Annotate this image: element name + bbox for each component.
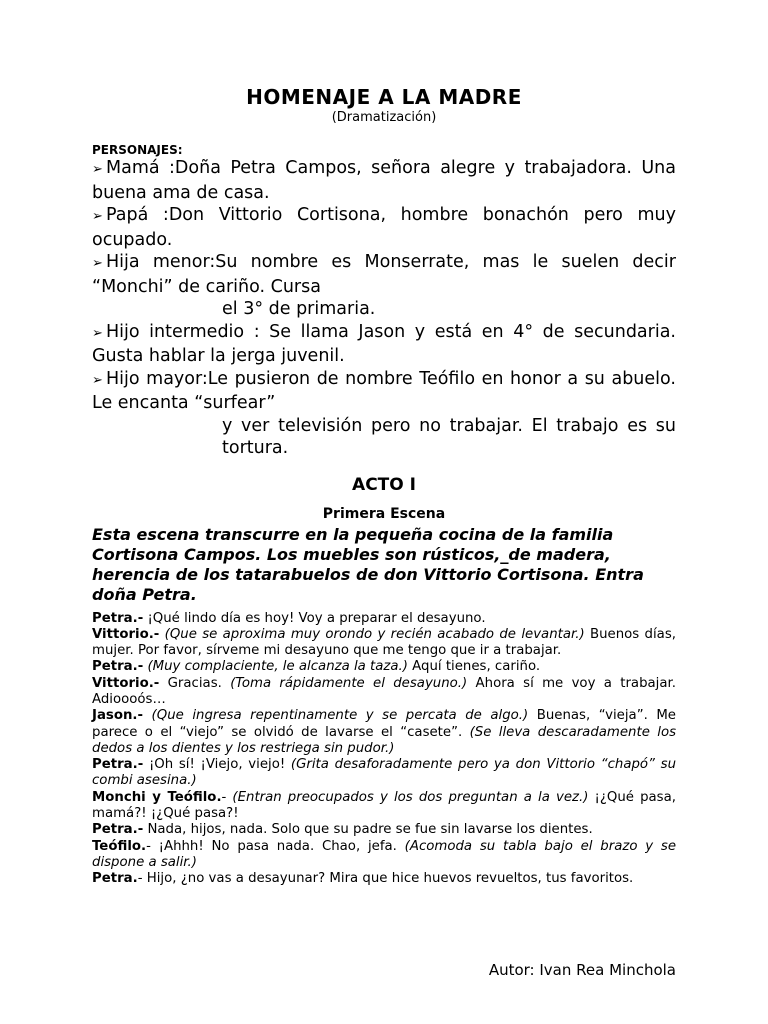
speaker-name: Petra.- — [92, 757, 144, 773]
character-item-hijo-intermedio — [92, 321, 676, 368]
dialogue-block — [92, 611, 676, 888]
arrow-bullet-icon: ➢ — [92, 325, 103, 341]
character-text: Hija menor:Su nombre es Monserrate, mas le suelen decir “Monchi” de cariño. Cursa — [92, 252, 676, 297]
document-page — [92, 84, 676, 888]
dialogue-text: Buenos días, mujer. Por favor, sírveme mi desayuno que me tengo que ir a trabajar. — [92, 626, 676, 659]
dialogue-line — [92, 839, 676, 872]
dialogue-text: Gracias. — [159, 675, 231, 691]
speaker-name: Petra. — [92, 871, 138, 887]
character-item-papa — [92, 204, 676, 251]
scene-description: Esta escena transcurre en la pequeña cocina de la familia Cortisona Campos. Los muebles son rústicos,_de madera, herencia de los tatarabuelos de don Vittorio Cortisona. Entra doña Petra. — [92, 524, 644, 604]
speaker-name: Petra.- — [92, 659, 144, 675]
speaker-name: Monchi y Teófilo. — [92, 789, 222, 805]
character-text: Papá :Don Vittorio Cortisona, hombre bonachón pero muy ocupado. — [92, 205, 676, 250]
scene-heading: Primera Escena — [322, 505, 446, 522]
dialogue-text: - — [221, 789, 233, 805]
speaker-name: Vittorio.- — [92, 675, 160, 691]
arrow-bullet-icon: ➢ — [92, 372, 103, 388]
arrow-bullet-icon: ➢ — [92, 162, 103, 177]
stage-direction: (Entran preocupados y los dos preguntan a la vez.) — [232, 789, 589, 805]
stage-direction: (Que ingresa repentinamente y se percata de algo.) — [143, 708, 529, 724]
stage-direction: (Se lleva descaradamente los dedos a los dientes y los restriega sin pudor.) — [92, 724, 677, 756]
dialogue-text: - Hijo, ¿no vas a desayunar? Mira que hice huevos revueltos, tus favoritos. — [137, 871, 634, 887]
dialogue-line — [92, 659, 676, 675]
stage-direction: (Acomoda su tabla bajo el brazo y se dispone a salir.) — [92, 838, 676, 870]
dialogue-line — [92, 871, 676, 887]
dialogue-text: - ¡Ahhh! No pasa nada. Chao, jefa. — [146, 838, 405, 854]
page-subtitle: (Dramatización) — [331, 110, 437, 125]
dialogue-line — [92, 627, 676, 660]
dialogue-text: Ahora sí me voy a trabajar. Adioooós… — [92, 675, 676, 707]
character-text: Hijo intermedio : Se llama Jason y está en 4° de secundaria. Gusta hablar la jerga juvenil. — [92, 321, 676, 366]
dialogue-text: Buenas, “vieja”. Me parece o el “viejo” se olvidó de lavarse el “casete”. — [92, 708, 676, 740]
dialogue-line — [92, 708, 676, 757]
speaker-name: Petra.- — [92, 822, 144, 838]
speaker-name: Jason.- — [92, 708, 144, 724]
dialogue-line — [92, 676, 676, 709]
stage-direction: (Muy complaciente, le alcanza la taza.) — [143, 659, 408, 675]
character-text: Hijo mayor:Le pusieron de nombre Teófilo en honor a su abuelo. Le encanta “surfear” — [92, 368, 676, 413]
character-text-continuation: el 3° de primaria. — [222, 299, 376, 319]
speaker-name: Petra.- — [92, 610, 144, 626]
act-heading: ACTO I — [352, 474, 416, 495]
dialogue-text: ¡¿Qué pasa, mamá?! ¡¿Qué pasa?! — [92, 789, 676, 822]
characters-heading: PERSONAJES: — [92, 143, 183, 157]
speaker-name: Vittorio.- — [92, 626, 160, 642]
dialogue-line — [92, 822, 676, 838]
arrow-bullet-icon: ➢ — [92, 256, 103, 271]
stage-direction: (Toma rápidamente el desayuno.) — [230, 675, 468, 691]
stage-direction: (Que se aproxima muy orondo y recién acabado de levantar.) — [159, 626, 585, 642]
character-text-continuation: y ver televisión pero no trabajar. El trabajo es su tortura. — [222, 415, 676, 458]
stage-direction: (Grita desaforadamente pero ya don Vittorio “chapó” su combi asesina.) — [92, 757, 677, 789]
dialogue-text: ¡Oh sí! ¡Viejo, viejo! — [143, 757, 291, 773]
dialogue-text: ¡Qué lindo día es hoy! Voy a preparar el desayuno. — [143, 610, 486, 626]
dialogue-line — [92, 611, 676, 627]
page-title: HOMENAJE A LA MADRE — [246, 85, 522, 109]
character-item-mama — [92, 157, 676, 204]
character-item-hija-menor — [92, 251, 676, 298]
character-list — [92, 157, 676, 460]
dialogue-text: Nada, hijos, nada. Solo que su padre se fue sin lavarse los dientes. — [143, 822, 593, 838]
author-credit: Autor: Ivan Rea Minchola — [488, 961, 676, 979]
arrow-bullet-icon: ➢ — [92, 209, 103, 224]
speaker-name: Teófilo. — [92, 838, 147, 854]
dialogue-text: Aquí tienes, cariño. — [407, 659, 541, 675]
character-item-hijo-mayor — [92, 368, 676, 415]
dialogue-line — [92, 790, 676, 823]
dialogue-line — [92, 757, 676, 790]
character-text: Mamá :Doña Petra Campos, señora alegre y trabajadora. Una buena ama de casa. — [92, 158, 676, 203]
